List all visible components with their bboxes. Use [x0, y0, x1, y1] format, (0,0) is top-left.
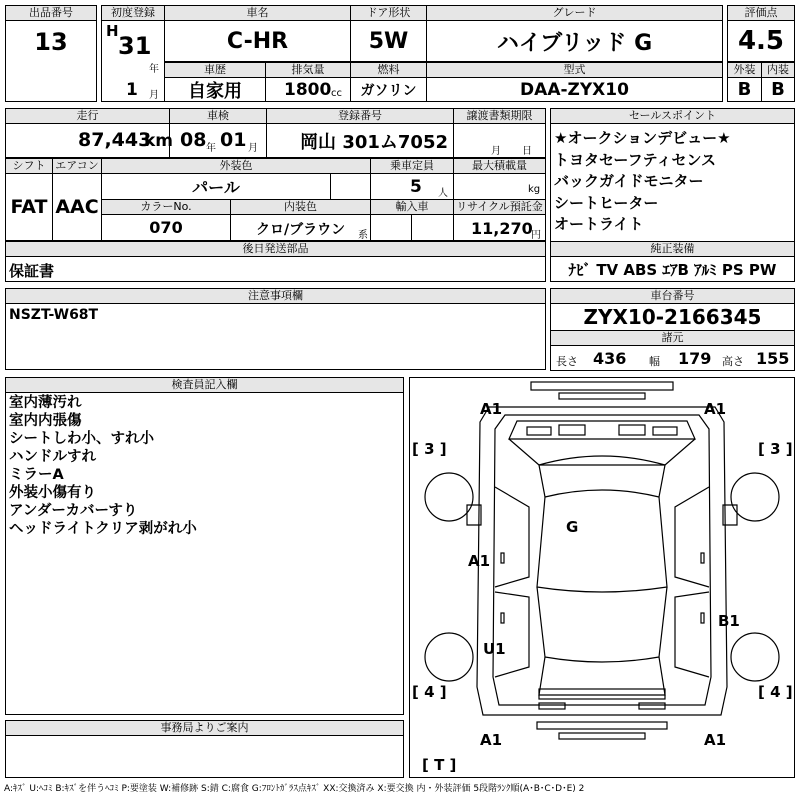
transfer-month-unit: 月 [491, 146, 501, 157]
displacement-header: 排気量 [265, 62, 351, 78]
model-value: DAA-ZYX10 [520, 79, 629, 100]
month-unit: 月 [149, 90, 159, 101]
transfer-day-unit: 日 [522, 146, 532, 157]
km-unit: km [144, 131, 174, 151]
inspector-note: シートしわ小、すれ小 [9, 431, 154, 447]
exterior-value: B [737, 79, 752, 100]
sales-point: バックガイドモニター [554, 172, 704, 190]
interior-value: B [771, 79, 785, 100]
genuine-equip-header: 純正装備 [550, 241, 795, 257]
fuel-value: ガソリン [360, 82, 417, 99]
max-load-header: 最大積載量 [453, 158, 546, 174]
height-label: 高さ [722, 355, 744, 368]
later-parts-header: 後日発送部品 [5, 241, 546, 257]
yen-unit: 円 [531, 230, 541, 241]
ext-color-extra-cell [330, 173, 371, 200]
sales-point: シートヒーター [554, 193, 659, 212]
inspection-month-unit: 月 [248, 143, 258, 154]
import-header: 輸入車 [370, 199, 454, 215]
int-color-value: クロ/ブラウン [256, 222, 346, 238]
kg-unit: kg [528, 184, 541, 195]
reg-no-header: 登録番号 [266, 108, 454, 124]
rear-left-corner-grade: A1 [480, 731, 503, 749]
notes-header: 注意事項欄 [5, 288, 546, 304]
inspector-note: ヘッドライトクリア剥がれ小 [9, 521, 197, 537]
sales-point: トヨタセーフティセンス [554, 150, 717, 169]
genuine-equip-value: ﾅﾋﾞ TV ABS ｴｱB ｱﾙﾐ PS PW [568, 260, 777, 279]
color-no-header: カラーNo. [101, 199, 231, 215]
lot-no-value: 13 [34, 28, 68, 56]
fuel-header: 燃料 [350, 62, 427, 78]
right-rear-tire-grade: [ 4 ] [758, 683, 793, 701]
score-value: 4.5 [737, 26, 785, 56]
displacement-value: 1800 [284, 80, 332, 100]
history-value: 自家用 [188, 80, 242, 102]
chassis-header: 車台番号 [550, 288, 795, 304]
sales-points-header: セールスポイント [550, 108, 795, 124]
ext-color-value: パール [192, 178, 240, 197]
aircon-header: エアコン [52, 158, 102, 174]
cc-unit: cc [331, 88, 342, 99]
first-reg-header: 初度登録 [101, 5, 165, 21]
import-cell-a [370, 214, 412, 241]
history-header: 車歴 [164, 62, 266, 78]
later-parts-value: 保証書 [9, 262, 55, 280]
first-reg-month: 1 [126, 80, 138, 100]
exterior-header: 外装 [727, 62, 762, 78]
right-door-grade: B1 [718, 612, 740, 630]
inspector-note: 室内内張傷 [9, 413, 82, 429]
door-value: 5W [368, 28, 409, 54]
car-diagram-icon [409, 377, 795, 778]
legend-text: A:ｷｽﾞ U:ﾍｺﾐ B:ｷｽﾞを伴うﾍｺﾐ P:要塗装 W:補修跡 S:錆 C:腐食 G:ﾌﾛﾝﾄｶﾞﾗｽ点ｷｽﾞ XX:交換済み X:要交換 内・外装評価 5段階ﾗﾝｸ順(A･B･C･D･E) 2 [4, 784, 585, 794]
spare-tire-grade: [ T ] [422, 756, 457, 774]
inspector-note: アンダーカバーすり [9, 503, 138, 519]
interior-header: 内装 [761, 62, 795, 78]
import-cell-b [411, 214, 454, 241]
office-box [5, 735, 404, 778]
door-header: ドア形状 [350, 5, 427, 21]
office-header: 事務局よりご案内 [5, 720, 404, 736]
left-door-grade: A1 [468, 552, 491, 570]
grade-header: グレード [426, 5, 723, 21]
inspection-year-unit: 年 [206, 143, 216, 154]
color-no-value: 070 [149, 218, 183, 237]
inspection-header: 車検 [169, 108, 267, 124]
right-front-tire-grade: [ 3 ] [758, 440, 793, 458]
front-left-corner-grade: A1 [480, 400, 503, 418]
first-reg-era: H [106, 22, 119, 40]
transfer-header: 譲渡書類期限 [453, 108, 546, 124]
width-value: 179 [678, 349, 712, 368]
sales-point: ★オークションデビュー★ [554, 129, 731, 147]
lot-no-header: 出品番号 [5, 5, 97, 21]
sales-points-list [554, 128, 731, 236]
year-unit: 年 [149, 64, 159, 75]
length-label: 長さ [556, 355, 578, 368]
length-value: 436 [593, 349, 627, 368]
aircon-value: AAC [55, 196, 99, 218]
inspector-notes-list [9, 394, 197, 538]
inspection-month: 01 [220, 129, 247, 151]
car-name-value: C-HR [226, 28, 289, 54]
reg-no-value: 岡山 301ム7052 [300, 131, 448, 153]
notes-value: NSZT-W68T [9, 307, 99, 323]
width-label: 幅 [649, 355, 660, 368]
model-header: 型式 [426, 62, 723, 78]
left-front-tire-grade: [ 3 ] [412, 440, 447, 458]
chassis-value: ZYX10-2166345 [583, 305, 762, 329]
inspection-year: 08 [180, 129, 207, 151]
inspector-note: 室内薄汚れ [9, 395, 82, 411]
shift-header: シフト [5, 158, 53, 174]
recycle-header: リサイクル預託金 [453, 199, 546, 215]
mileage-value: 87,443 [78, 129, 152, 151]
height-value: 155 [756, 349, 790, 368]
rear-right-corner-grade: A1 [704, 731, 727, 749]
ext-color-header: 外装色 [101, 158, 371, 174]
mileage-header: 走行 [5, 108, 170, 124]
inspector-header: 検査員記入欄 [5, 377, 404, 393]
roof-grade: G [566, 518, 579, 536]
specs-header: 諸元 [550, 330, 795, 346]
later-parts-cell [5, 256, 546, 282]
system-unit: 系 [358, 230, 368, 241]
inspector-note: 外装小傷有り [9, 485, 96, 501]
left-rear-grade: U1 [483, 640, 506, 658]
front-right-corner-grade: A1 [704, 400, 727, 418]
capacity-value: 5 [410, 177, 422, 197]
first-reg-year: 31 [118, 32, 152, 60]
recycle-value: 11,270 [471, 219, 533, 238]
grade-value: ハイブリッド G [496, 30, 653, 56]
car-name-header: 車名 [164, 5, 351, 21]
score-header: 評価点 [727, 5, 795, 21]
sales-point: オートライト [554, 215, 644, 233]
int-color-header: 内装色 [230, 199, 371, 215]
left-rear-tire-grade: [ 4 ] [412, 683, 447, 701]
shift-value: FAT [10, 196, 48, 218]
capacity-header: 乗車定員 [370, 158, 454, 174]
inspector-note: ハンドルすれ [9, 449, 96, 465]
inspector-note: ミラーA [9, 467, 64, 483]
people-unit: 人 [438, 188, 448, 199]
